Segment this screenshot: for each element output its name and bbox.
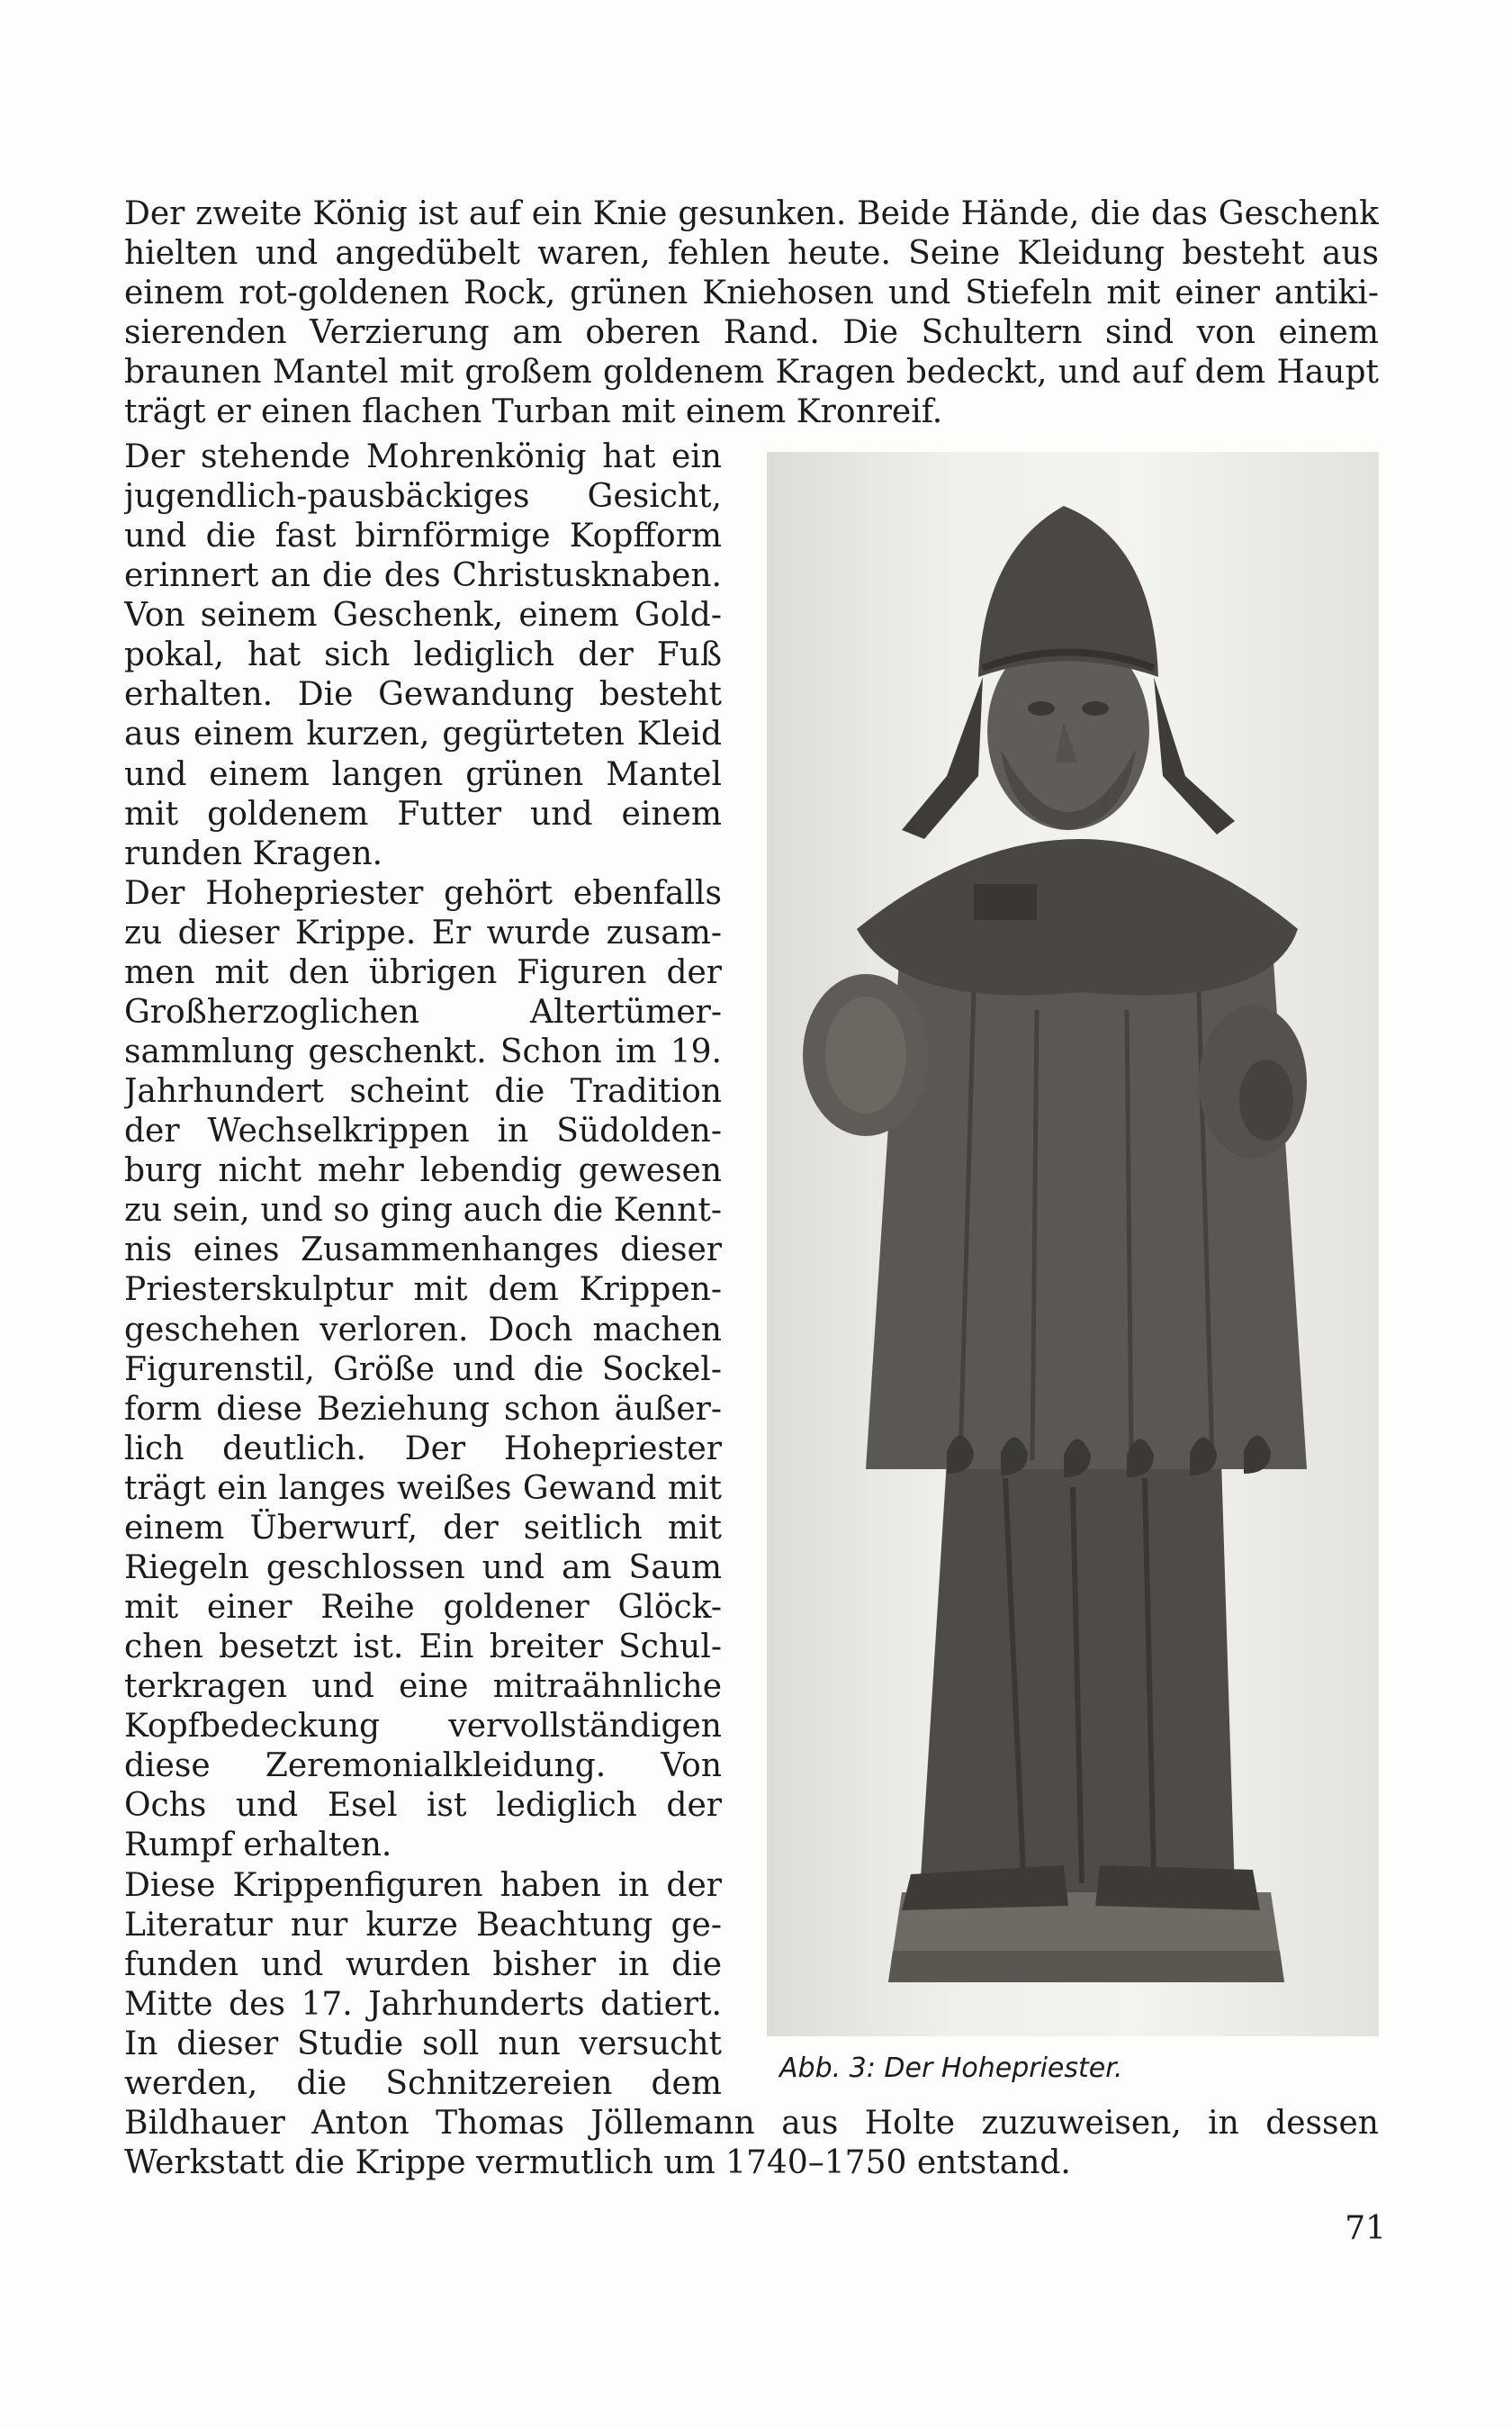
priest-figure-photo — [767, 452, 1379, 2036]
text-line: trägt er einen flachen Turban mit einem Kronreif. — [124, 393, 943, 430]
text-line: Der Hohepriester gehört ebenfalls — [124, 874, 722, 912]
text-line: Bildhauer Anton Thomas Jöllemann aus Holte zuzuweisen, in dessen — [124, 2105, 1379, 2142]
text-line: der Wechselkrippen in Südolden- — [124, 1113, 722, 1150]
text-line: erhalten. Die Gewandung besteht — [124, 676, 722, 714]
text-line: men mit den übrigen Figuren der — [124, 953, 722, 991]
text-line: Diese Krippenfiguren haben in der — [124, 1866, 722, 1904]
text-line: Großherzoglichen Altertümer- — [124, 993, 722, 1031]
text-line: form diese Beziehung schon äußer- — [124, 1390, 722, 1428]
text-line: jugendlich-pausbäckiges Gesicht, — [124, 478, 722, 516]
text-line: Der zweite König ist auf ein Knie gesunken. Beide Hände, die das Geschenk — [124, 195, 1379, 232]
text-line: funden und wurden bisher in die — [124, 1945, 722, 1983]
text-line: einem rot-goldenen Rock, grünen Kniehosen und Stiefeln mit einer antiki- — [124, 275, 1379, 311]
text-line: zu dieser Krippe. Er wurde zusam- — [124, 914, 722, 952]
text-line: braunen Mantel mit großem goldenem Kragen bedeckt, und auf dem Haupt — [124, 354, 1379, 391]
text-line: chen besetzt ist. Ein breiter Schul- — [124, 1629, 722, 1666]
text-line: aus einem kurzen, gegürteten Kleid — [124, 716, 722, 753]
text-line: trägt ein langes weißes Gewand mit — [124, 1469, 722, 1507]
priest-sculpture-image — [767, 452, 1379, 2036]
text-line: werden, die Schnitzereien dem — [124, 2064, 722, 2102]
text-line: In dieser Studie soll nun versucht — [124, 2025, 722, 2062]
text-line: Der stehende Mohrenkönig hat ein — [124, 438, 722, 475]
text-line: sierenden Verzierung am oberen Rand. Die Schultern sind von einem — [124, 314, 1379, 351]
text-line: hielten und angedübelt waren, fehlen heute. Seine Kleidung besteht aus — [124, 235, 1379, 272]
text-line: erinnert an die des Christusknaben. — [124, 557, 722, 595]
text-line: runden Kragen. — [124, 835, 383, 872]
text-line: Kopfbedeckung vervollständigen — [124, 1708, 722, 1746]
page-number: 71 — [1345, 2210, 1386, 2247]
text-line: Figurenstil, Größe und die Sockel- — [124, 1350, 722, 1388]
text-line: mit goldenem Futter und einem — [124, 795, 722, 833]
text-line: zu sein, und so ging auch die Kennt- — [124, 1192, 722, 1230]
text-line: einem Überwurf, der seitlich mit — [124, 1509, 722, 1547]
text-line: mit einer Reihe goldener Glöck- — [124, 1589, 722, 1627]
text-line: Werkstatt die Krippe vermutlich um 1740–1750 entstand. — [124, 2144, 1071, 2181]
text-line: Jahrhundert scheint die Tradition — [124, 1073, 722, 1111]
text-line: terkragen und eine mitraähnliche — [124, 1668, 722, 1706]
text-line: Mitte des 17. Jahrhunderts datiert. — [124, 1985, 722, 2023]
figure-caption: Abb. 3: Der Hohepriester. — [779, 2053, 1123, 2084]
text-line: pokal, hat sich lediglich der Fuß — [124, 636, 722, 674]
text-line: sammlung geschenkt. Schon im 19. — [124, 1033, 722, 1071]
text-line: lich deutlich. Der Hohepriester — [124, 1430, 722, 1467]
text-line: geschehen verloren. Doch machen — [124, 1311, 722, 1349]
text-line: Rumpf erhalten. — [124, 1827, 392, 1864]
text-line: Literatur nur kurze Beachtung ge- — [124, 1906, 722, 1944]
text-line: nis eines Zusammenhanges dieser — [124, 1232, 722, 1269]
text-line: Ochs und Esel ist lediglich der — [124, 1787, 722, 1825]
text-line: und die fast birnförmige Kopfform — [124, 518, 722, 555]
text-line: Priesterskulptur mit dem Krippen- — [124, 1271, 722, 1309]
text-line: und einem langen grünen Mantel — [124, 755, 722, 793]
text-line: Riegeln geschlossen und am Saum — [124, 1548, 722, 1586]
text-line: diese Zeremonialkleidung. Von — [124, 1747, 722, 1785]
text-line: burg nicht mehr lebendig gewesen — [124, 1152, 722, 1190]
text-line: Von seinem Geschenk, einem Gold- — [124, 597, 722, 635]
